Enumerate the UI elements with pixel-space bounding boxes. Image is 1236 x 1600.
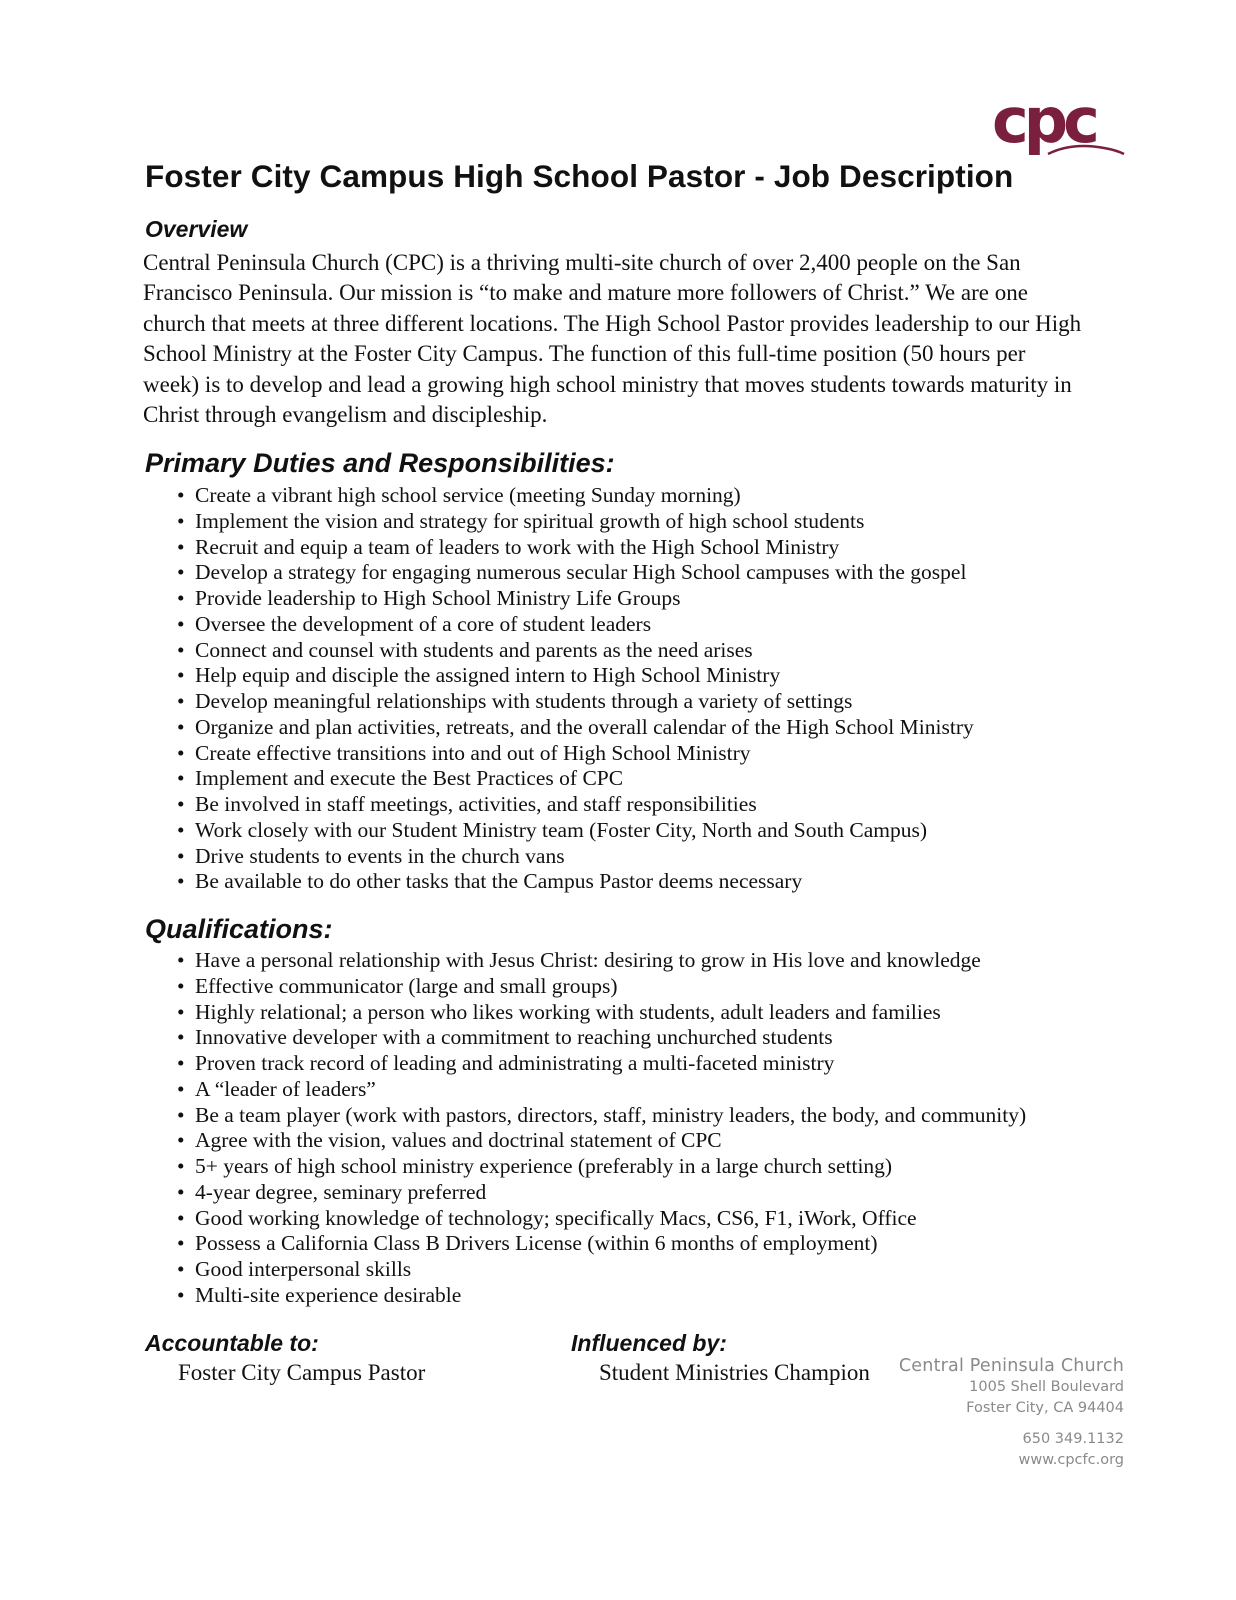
duties-list	[175, 483, 974, 895]
list-item: • Connect and counsel with students and parents as the need arises	[177, 637, 753, 662]
list-item: • Help equip and disciple the assigned intern to High School Ministry	[177, 663, 781, 688]
list-item: • Develop a strategy for engaging numerous secular High School campuses with the gospel	[177, 560, 967, 585]
list-item: • Effective communicator (large and small groups)	[177, 973, 618, 998]
list-item: • Be a team player (work with pastors, directors, staff, ministry leaders, the body, and community)	[177, 1102, 1027, 1127]
address-city: Foster City, CA 94404	[966, 1400, 1124, 1416]
list-item: • Good working knowledge of technology; specifically Macs, CS6, F1, iWork, Office	[177, 1205, 917, 1230]
list-item: • Good interpersonal skills	[177, 1257, 412, 1281]
accountable-value: Foster City Campus Pastor	[178, 1360, 426, 1385]
list-item: • Possess a California Class B Drivers License (within 6 months of employment)	[177, 1231, 878, 1256]
list-item: • Agree with the vision, values and doctrinal statement of CPC	[177, 1128, 722, 1153]
list-item: • Create a vibrant high school service (meeting Sunday morning)	[177, 483, 741, 507]
list-item: • Innovative developer with a commitment to reaching unchurched students	[177, 1025, 833, 1050]
list-item: • Recruit and equip a team of leaders to work with the High School Ministry	[177, 534, 840, 559]
list-item: • Implement the vision and strategy for spiritual growth of high school students	[177, 508, 865, 533]
page-title: Foster City Campus High School Pastor - Job Description	[145, 158, 1014, 194]
qualifications-list	[175, 948, 1026, 1309]
list-item: • Work closely with our Student Ministry team (Foster City, North and South Campus)	[177, 817, 927, 842]
address-street: 1005 Shell Boulevard	[969, 1379, 1124, 1395]
list-item: • Organize and plan activities, retreats, and the overall calendar of the High School Ministry	[177, 714, 974, 739]
list-item: • Proven track record of leading and administrating a multi-faceted ministry	[177, 1051, 835, 1075]
duties-heading: Primary Duties and Responsibilities:	[145, 448, 615, 478]
list-item: • Be available to do other tasks that the Campus Pastor deems necessary	[177, 869, 803, 894]
list-item: • Multi-site experience desirable	[177, 1282, 462, 1307]
address-phone: 650 349.1132	[1022, 1431, 1124, 1447]
list-item: • Oversee the development of a core of student leaders	[177, 611, 652, 636]
church-address	[899, 1356, 1124, 1471]
overview-heading: Overview	[145, 216, 248, 242]
list-item: • Provide leadership to High School Ministry Life Groups	[177, 586, 681, 610]
overview-body: Central Peninsula Church (CPC) is a thriving multi-site church of over 2,400 people on the San Francisco Peninsula. Our mission is “to make and mature more followers of Christ.” We are one church that meets at three different locations. The High School Pastor provides leadership to our High School Ministry at the Foster City Campus. The function of this full-time position (50 hours per week) is to develop and lead a growing high school ministry that moves students towards maturity in Christ through evangelism and discipleship.	[143, 250, 1082, 428]
logo-text: cpc	[992, 96, 1095, 157]
address-org: Central Peninsula Church	[898, 1356, 1124, 1376]
influenced-value: Student Ministries Champion	[599, 1360, 870, 1385]
list-item: • Have a personal relationship with Jesus Christ: desiring to grow in His love and knowledge	[177, 948, 981, 972]
accountable-heading: Accountable to:	[145, 1330, 319, 1356]
address-web: www.cpcfc.org	[1018, 1452, 1124, 1468]
list-item: • 5+ years of high school ministry experience (preferably in a large church setting)	[177, 1154, 893, 1178]
list-item: • A “leader of leaders”	[177, 1076, 376, 1101]
list-item: • Implement and execute the Best Practices of CPC	[177, 766, 624, 791]
list-item: • Create effective transitions into and out of High School Ministry	[177, 740, 751, 765]
qualifications-heading: Qualifications:	[145, 914, 333, 944]
list-item: • Be involved in staff meetings, activities, and staff responsibilities	[177, 792, 757, 816]
influenced-heading: Influenced by:	[571, 1330, 727, 1356]
list-item: • 4-year degree, seminary preferred	[177, 1179, 487, 1204]
list-item: • Develop meaningful relationships with students through a variety of settings	[177, 689, 853, 713]
list-item: • Drive students to events in the church vans	[177, 843, 565, 868]
list-item: • Highly relational; a person who likes working with students, adult leaders and families	[177, 999, 941, 1024]
